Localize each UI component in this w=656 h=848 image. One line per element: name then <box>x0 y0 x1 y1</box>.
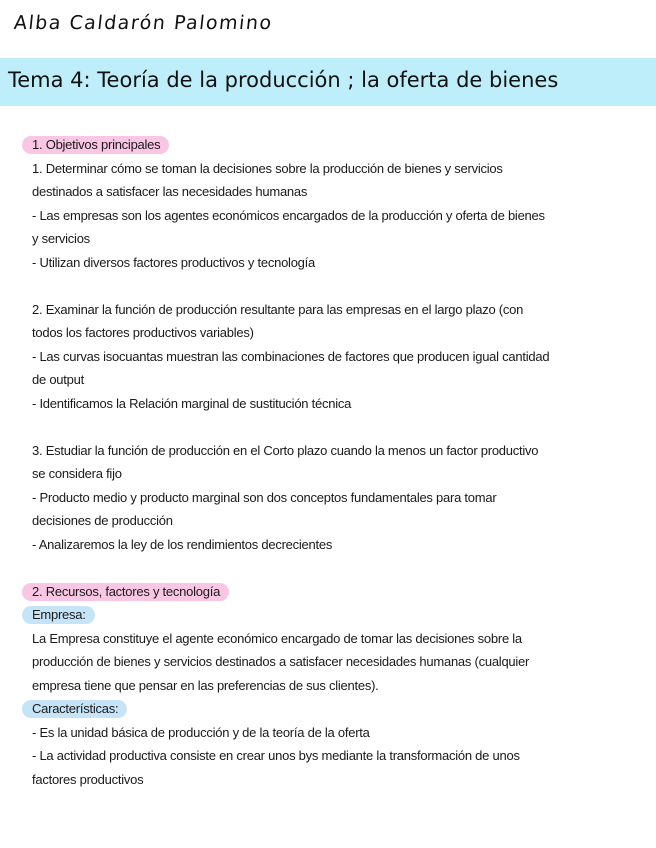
text-line: 1. Determinar cómo se toman la decisiones sobre la producción de bienes y servicios <box>32 160 503 176</box>
text-line: - Analizaremos la ley de los rendimientos decrecientes <box>32 536 333 552</box>
text-line: 2. Examinar la función de producción resultante para las empresas en el largo plazo (con <box>32 301 524 317</box>
title-banner <box>0 58 656 106</box>
text-line: - Es la unidad básica de producción y de la teoría de la oferta <box>32 724 370 740</box>
notes-body <box>32 133 632 791</box>
author-name: Alba Caldarón Palomino <box>12 12 274 34</box>
text-line: La Empresa constituye el agente económico encargado de tomar las decisiones sobre la <box>32 630 522 646</box>
section-heading-recursos: 2. Recursos, factores y tecnología <box>22 583 229 601</box>
text-line: empresa tiene que pensar en las preferencias de sus clientes). <box>32 677 379 693</box>
text-line: de output <box>32 372 84 387</box>
text-line: - Producto medio y producto marginal son dos conceptos fundamentales para tomar <box>32 489 497 505</box>
text-line: - Las curvas isocuantas muestran las combinaciones de factores que producen igual cantidad <box>32 348 550 364</box>
section-heading-objetivos: 1. Objetivos principales <box>22 136 169 154</box>
page-title: Tema 4: Teoría de la producción ; la oferta de bienes <box>8 68 559 92</box>
text-line: - La actividad productiva consiste en crear unos bys mediante la transformación de unos <box>32 748 520 763</box>
text-line: destinados a satisfacer las necesidades humanas <box>32 184 308 199</box>
subheading-empresa: Empresa: <box>22 606 95 624</box>
text-line: y servicios <box>32 231 90 246</box>
text-line: - Las empresas son los agentes económicos encargados de la producción y oferta de bienes <box>32 207 545 223</box>
text-line: producción de bienes y servicios destinados a satisfacer necesidades humanas (cualquier <box>32 654 530 669</box>
text-line: decisiones de producción <box>32 513 173 528</box>
text-line: 3. Estudiar la función de producción en el Corto plazo cuando la menos un factor productivo <box>32 442 539 458</box>
text-line: se considera fijo <box>32 466 122 481</box>
text-line: - Identificamos la Relación marginal de sustitución técnica <box>32 395 352 411</box>
text-line: - Utilizan diversos factores productivos y tecnología <box>32 254 315 270</box>
subheading-caracteristicas: Características: <box>22 700 127 718</box>
text-line: factores productivos <box>32 771 144 787</box>
text-line: todos los factores productivos variables) <box>32 325 254 340</box>
